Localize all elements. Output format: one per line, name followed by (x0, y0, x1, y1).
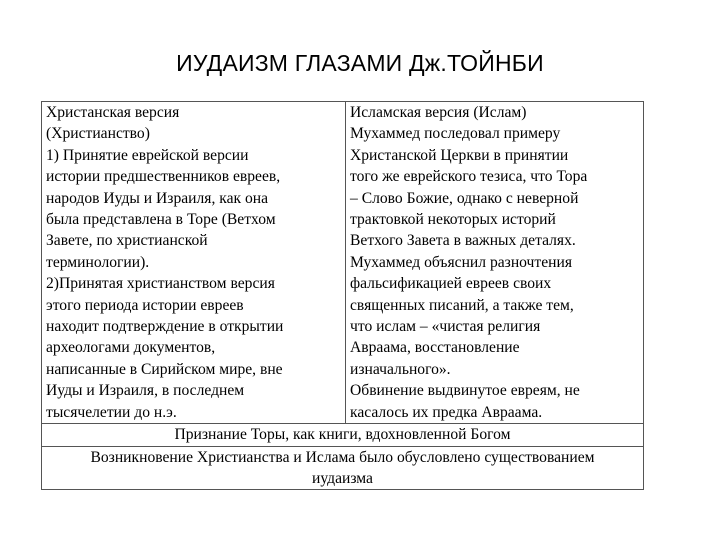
islamic-line-3: Христанской Церкви в принятии (350, 146, 569, 164)
conclusion-cell (42, 446, 644, 490)
islamic-line-13: изначального». (350, 360, 451, 378)
christian-line-13: написанные в Сирийском мире, вне (46, 360, 283, 378)
torah-recognition-cell: Признание Торы, как книги, вдохновленной Богом (42, 424, 644, 446)
conclusion-line-1: Возникновение Христианства и Ислама было обусловлено существованием (90, 448, 595, 466)
islamic-line-4: того же еврейского тезиса, что Тора (350, 168, 588, 186)
page-title: ИУДАИЗМ ГЛАЗАМИ Дж.ТОЙНБИ (176, 50, 544, 76)
christian-line-14: Иуды и Израиля, в последнем (46, 382, 245, 400)
conclusion-line-2: иудаизма (312, 469, 373, 487)
islamic-line-5: – Слово Божие, однако с неверной (350, 189, 579, 207)
islamic-version-cell (346, 102, 644, 424)
islamic-line-15: касалось их предка Авраама. (350, 403, 543, 421)
christian-line-5: народов Иуды и Израиля, как она (46, 189, 269, 207)
christian-line-8: терминологии). (46, 253, 150, 271)
christian-line-2: (Христианство) (46, 125, 150, 143)
table-row-versions (42, 102, 644, 424)
christian-line-4: истории предшественников евреев, (46, 168, 281, 186)
table-row-conclusion (42, 446, 644, 490)
islamic-line-2: Мухаммед последовал примеру (350, 125, 561, 143)
islamic-line-7: Ветхого Завета в важных деталях. (350, 232, 576, 250)
christian-line-7: Завете, по христианской (46, 232, 208, 250)
table-row-torah (42, 424, 644, 446)
christian-line-9: 2)Принятая христианством версия (46, 275, 275, 293)
islamic-line-12: Авраама, восстановление (350, 339, 520, 357)
christian-line-10: этого периода истории евреев (46, 296, 244, 314)
islamic-line-14: Обвинение выдвинутое евреям, не (350, 382, 580, 400)
islamic-line-10: священных писаний, а также тем, (350, 296, 574, 314)
islamic-line-9: фальсификацией евреев своих (350, 275, 552, 293)
christian-line-6: была представлена в Торе (Ветхом (46, 211, 276, 229)
islamic-line-6: трактовкой некоторых историй (350, 211, 556, 229)
comparison-table (41, 101, 644, 490)
christian-line-15: тысячелетии до н.э. (46, 403, 177, 421)
islamic-line-8: Мухаммед объяснил разночтения (350, 253, 572, 271)
islamic-line-11: что ислам – «чистая религия (350, 318, 541, 336)
islamic-line-1: Исламская версия (Ислам) (350, 104, 527, 121)
christian-line-1: Христанская версия (46, 104, 180, 121)
christian-line-3: 1) Принятие еврейской версии (46, 146, 249, 164)
christian-line-12: археологами документов, (46, 339, 216, 357)
christian-version-cell (42, 102, 346, 424)
christian-line-11: находит подтверждение в открытии (46, 318, 284, 336)
